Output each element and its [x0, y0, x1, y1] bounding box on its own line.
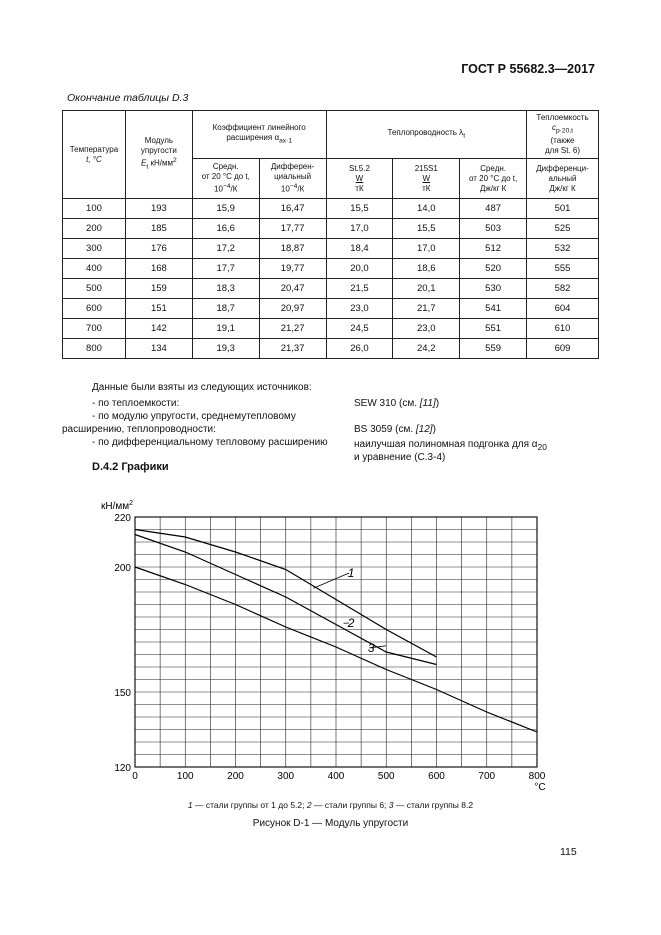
table-cell: 400 — [63, 259, 126, 279]
ref-sew310: SEW 310 (см. [11]) — [354, 398, 440, 409]
chart-grid — [135, 517, 537, 767]
table-row — [63, 339, 599, 359]
table-cell: 17,77 — [259, 219, 326, 239]
table-row — [63, 279, 599, 299]
x-tick-label: 300 — [277, 771, 295, 782]
curve-label-s1: 1 — [347, 566, 355, 580]
table-cell: 18,3 — [192, 279, 259, 299]
table-cell: 559 — [460, 339, 527, 359]
y-tick-label: 120 — [114, 763, 131, 774]
y-tick-label: 200 — [114, 563, 131, 574]
x-tick-label: 800 — [528, 771, 546, 782]
table-cell: 609 — [527, 339, 599, 359]
table-row — [63, 199, 599, 219]
table-cell: 532 — [527, 239, 599, 259]
y-tick-label: 220 — [114, 513, 131, 524]
source-diff-expansion: - по дифференциальному тепловому расширению — [92, 437, 328, 448]
table-caption: Окончание таблицы D.3 — [67, 92, 189, 104]
table-cell: 17,7 — [192, 259, 259, 279]
table-cell: 26,0 — [326, 339, 393, 359]
ref-bs3059: BS 3059 (см. [12]) — [354, 424, 436, 435]
header-modulus: Модуль упругости $E_t$ $кН/мм^2$ — [125, 111, 192, 199]
table-cell: 17,2 — [192, 239, 259, 259]
x-axis-label: °С — [534, 782, 546, 793]
table-cell: 18,4 — [326, 239, 393, 259]
table-cell: 501 — [527, 199, 599, 219]
chart-legend: 1 — стали группы от 1 до 5.2; 2 — стали группы 6; 3 — стали группы 8.2 — [187, 800, 474, 810]
table-cell: 21,27 — [259, 319, 326, 339]
table-cell: 555 — [527, 259, 599, 279]
table-cell: 17,0 — [326, 219, 393, 239]
table-cell: 500 — [63, 279, 126, 299]
table-row — [63, 219, 599, 239]
section-title: D.4.2 Графики — [92, 461, 169, 473]
source-modulus-line2: расширению, теплопроводности: — [62, 424, 216, 435]
standard-header: ГОСТ Р 55682.3—2017 — [461, 62, 595, 76]
chart-ticks — [101, 500, 546, 793]
properties-table — [62, 110, 599, 359]
table-cell: 200 — [63, 219, 126, 239]
table-cell: 18,7 — [192, 299, 259, 319]
table-cell: 24,2 — [393, 339, 460, 359]
x-tick-label: 200 — [227, 771, 244, 782]
source-heat-capacity: - по теплоемкости: — [92, 398, 180, 409]
curve-label-s3: 3 — [367, 641, 375, 655]
table-cell: 16,6 — [192, 219, 259, 239]
ref-equation: и уравнение (С.3-4) — [354, 452, 446, 463]
table-cell: 21,37 — [259, 339, 326, 359]
table-cell: 24,5 — [326, 319, 393, 339]
table-cell: 20,1 — [393, 279, 460, 299]
page-number: 115 — [560, 846, 577, 858]
table-cell: 151 — [125, 299, 192, 319]
table-row — [63, 259, 599, 279]
header-heat-capacity: Теплоемкость $c_{p\cdot 20,t}$ (также для St. 6) — [527, 111, 599, 159]
table-row — [63, 239, 599, 259]
header-conductivity: Теплопроводность $\lambda_t$ — [326, 111, 526, 159]
table-cell: 800 — [63, 339, 126, 359]
table-cell: 700 — [63, 319, 126, 339]
x-tick-label: 700 — [478, 771, 496, 782]
x-tick-label: 400 — [327, 771, 345, 782]
table-cell: 525 — [527, 219, 599, 239]
table-row — [63, 299, 599, 319]
table-cell: 193 — [125, 199, 192, 219]
table-cell: 20,0 — [326, 259, 393, 279]
table-cell: 19,3 — [192, 339, 259, 359]
table-body — [63, 199, 599, 359]
table-cell: 17,0 — [393, 239, 460, 259]
table-cell: 100 — [63, 199, 126, 219]
table-cell: 610 — [527, 319, 599, 339]
table-cell: 21,7 — [393, 299, 460, 319]
table-cell: 23,0 — [393, 319, 460, 339]
x-tick-label: 0 — [132, 771, 138, 782]
header-expansion: Коэффициент линейного расширения $\alpha_{ах\cdot 1}$ — [192, 111, 326, 159]
table-cell: 176 — [125, 239, 192, 259]
header-215s1: 215S1 W тК — [393, 159, 460, 199]
table-cell: 541 — [460, 299, 527, 319]
table-cell: 23,0 — [326, 299, 393, 319]
modulus-chart — [0, 490, 661, 800]
table-cell: 19,1 — [192, 319, 259, 339]
table-cell: 600 — [63, 299, 126, 319]
table-cell: 551 — [460, 319, 527, 339]
sources-intro: Данные были взяты из следующих источников: — [92, 382, 312, 393]
header-heat-diff: Дифференци- альный Дж/кг К — [527, 159, 599, 199]
table-cell: 300 — [63, 239, 126, 259]
x-tick-label: 100 — [176, 771, 194, 782]
table-cell: 14,0 — [393, 199, 460, 219]
table-cell: 582 — [527, 279, 599, 299]
table-cell: 520 — [460, 259, 527, 279]
table-cell: 512 — [460, 239, 527, 259]
ref-polynomial: наилучшая полиномная подгонка для $\alpha_{20}$ — [354, 439, 547, 452]
header-alpha-mean: Средн. от 20 °С до t, $10^{-4}/К$ — [192, 159, 259, 199]
y-tick-label: 150 — [114, 688, 131, 699]
table-cell: 134 — [125, 339, 192, 359]
table-cell: 487 — [460, 199, 527, 219]
x-tick-label: 600 — [428, 771, 445, 782]
table-cell: 604 — [527, 299, 599, 319]
figure-caption: Рисунок D-1 — Модуль упругости — [252, 818, 409, 829]
table-cell: 16,47 — [259, 199, 326, 219]
table-cell: 21,5 — [326, 279, 393, 299]
header-alpha-diff: Дифферен- циальный $10^{-4}/К$ — [259, 159, 326, 199]
table-cell: 15,9 — [192, 199, 259, 219]
table-cell: 19,77 — [259, 259, 326, 279]
table-cell: 185 — [125, 219, 192, 239]
table-cell: 20,97 — [259, 299, 326, 319]
table-cell: 159 — [125, 279, 192, 299]
table-cell: 142 — [125, 319, 192, 339]
table-cell: 18,6 — [393, 259, 460, 279]
table-cell: 18,87 — [259, 239, 326, 259]
header-temperature: Температура t, °С — [63, 111, 126, 199]
table-cell: 15,5 — [393, 219, 460, 239]
header-st52: St.5.2 W тК — [326, 159, 393, 199]
table-cell: 20,47 — [259, 279, 326, 299]
header-cond-mean: Средн. от 20 °С до t, Дж/кг К — [460, 159, 527, 199]
x-tick-label: 500 — [377, 771, 395, 782]
y-axis-label: $кН/мм^2$ — [100, 500, 134, 512]
table-row — [63, 319, 599, 339]
table-cell: 503 — [460, 219, 527, 239]
table-cell: 530 — [460, 279, 527, 299]
curve-label-leader — [313, 573, 349, 588]
curve-label-s2: 2 — [347, 616, 355, 630]
source-modulus-line1: - по модулю упругости, среднемутепловому — [92, 411, 296, 422]
table-cell: 168 — [125, 259, 192, 279]
table-cell: 15,5 — [326, 199, 393, 219]
